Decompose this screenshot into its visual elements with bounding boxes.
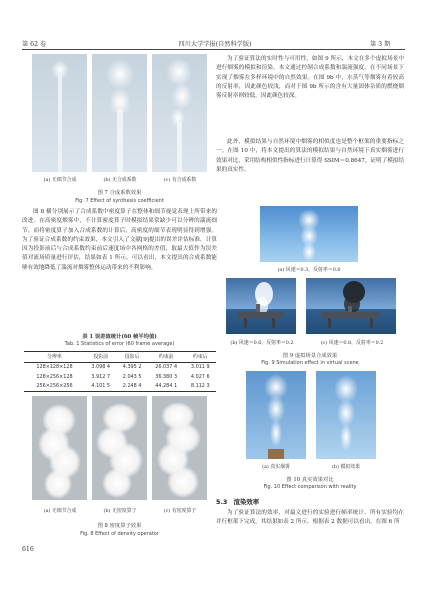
fig8-sub-a: (a) 无细节合成 bbox=[43, 508, 77, 514]
fig9-sub-a: (a) 风速＝0.3，反射率＝0.6 bbox=[277, 267, 341, 273]
table-row bbox=[24, 372, 216, 382]
fig10-caption-zh: 图 10 真实效果对比 bbox=[286, 477, 334, 483]
fig7-image-b bbox=[92, 54, 147, 172]
table-cell: 256×256×256 bbox=[36, 383, 73, 390]
table-cell: 36.380 3 bbox=[155, 373, 178, 380]
fig9-image-a bbox=[260, 206, 358, 262]
issue-label: 第 3 期 bbox=[370, 41, 391, 48]
fig9-caption-en: Fig. 9 Simulation effect in virtual scene bbox=[261, 360, 359, 366]
table-row bbox=[24, 362, 216, 372]
right-body-paragraph-3: 为了验证算法的效率，对最文进行的实验进行帧率统计。所有实验均在并行框架下完成，其结果如表 2 所示。根据表 2 数据可以看出，在图 6 所 bbox=[216, 510, 404, 526]
fig8-caption-zh: 图 8 密度算子效果 bbox=[97, 523, 142, 529]
volume-label: 第 62 卷 bbox=[22, 41, 47, 48]
table-header-cell: 投影后 bbox=[124, 354, 140, 361]
fig8-sub-c: (c) 有密度算子 bbox=[163, 508, 197, 514]
table-cell: 4.027 6 bbox=[190, 373, 210, 380]
table-cell: 3.098 4 bbox=[91, 364, 111, 371]
table-cell: 128×128×128 bbox=[36, 364, 73, 371]
fig9-sub-c: (c) 风速＝0.8，反射率＝0.2 bbox=[320, 340, 384, 346]
table-header-cell: 分辨率 bbox=[47, 354, 62, 361]
smoke-plume-thin-icon bbox=[32, 54, 87, 172]
smoke-cloud-icon bbox=[152, 396, 207, 500]
table1-title-en: Tab. 1 Statistics of error (60 frame average) bbox=[64, 341, 175, 347]
table-header-cell: 约束后 bbox=[192, 354, 208, 361]
fig10-sub-a: (a) 真实烟雾 bbox=[262, 464, 290, 470]
table-cell: 26.037 4 bbox=[155, 364, 178, 371]
journal-title: 四川大学学报(自然科学版) bbox=[178, 41, 252, 48]
fig7-image-c bbox=[152, 54, 207, 172]
section-heading bbox=[216, 497, 259, 506]
page-number: 616 bbox=[22, 546, 34, 553]
table-cell: 3.912 7 bbox=[91, 373, 111, 380]
header-rule bbox=[22, 49, 405, 50]
table-cell: 44.284 1 bbox=[155, 383, 178, 390]
fig10-caption-en: Fig. 10 Effect comparison with reality bbox=[263, 484, 357, 490]
error-table bbox=[24, 351, 216, 392]
table-cell: 2.043 5 bbox=[122, 373, 142, 380]
fig7-caption-en: Fig. 7 Effect of synthesis coefficient bbox=[75, 198, 164, 204]
fig9-image-b bbox=[226, 278, 296, 334]
table-cell: 2.248 4 bbox=[122, 383, 142, 390]
table-header-cell: 投影前 bbox=[93, 354, 109, 361]
fig7-caption-zh: 图 7 合成系数效果 bbox=[97, 190, 142, 196]
table-cell: 4.395 2 bbox=[122, 364, 142, 371]
smoke-plume-wide-icon bbox=[92, 54, 147, 172]
fig7-image-a bbox=[32, 54, 87, 172]
fig7-sub-a: (a) 无细节合成 bbox=[43, 177, 77, 183]
section-title: 渲染效率 bbox=[233, 498, 260, 506]
fig10-image-b bbox=[316, 371, 376, 459]
section-number: 5.3 bbox=[216, 498, 228, 506]
table-header-cell: 约束前 bbox=[158, 354, 174, 361]
fig10-sub-b: (b) 模拟效果 bbox=[331, 464, 361, 470]
fig7-sub-b: (b) 无合成系数 bbox=[103, 177, 137, 183]
smoke-cloud-icon bbox=[92, 396, 147, 500]
fig9-sub-b: (b) 风速＝0.6，反射率＝0.2 bbox=[230, 340, 294, 346]
fig8-image-b bbox=[92, 396, 147, 500]
right-body-paragraph-2: 此外，模拟结果与自然环境中烟雾的相似度也是整个框架的重要指标之一。在图 10 中，将本文提出的算法的模拟结果与自然环境下真实烟雾进行效果对比，采用结构相似性指标进行计算得 SSIM＝0.8647，证明了模拟结果的真实性。 bbox=[216, 139, 404, 173]
fig9-image-c bbox=[306, 278, 396, 334]
fig8-image-a bbox=[32, 396, 87, 500]
table-header-row bbox=[24, 352, 216, 363]
smoke-column-icon bbox=[260, 206, 358, 262]
fig8-sub-b: (b) 无密度算子 bbox=[103, 508, 137, 514]
table-row bbox=[24, 382, 216, 392]
smoke-plume-detailed-icon bbox=[152, 54, 207, 172]
simulated-smoke-icon bbox=[316, 371, 376, 459]
oil-platform-smoke-icon bbox=[226, 278, 296, 334]
fig10-image-a bbox=[246, 371, 306, 459]
right-body-paragraph-1: 为了验证算法的实时性与可用性，如图 9 所示，本文在多个虚拟场景中进行烟雾的模拟和渲染。本文通过控制合成系数和湍流强度，在不同场景下实现了烟雾在多样环境中的自然效果。在图 9b 中，水蒸气等烟雾有着较高的反射率，因此颜色较浅，而对于图 9b 所示的含有大量固体杂质的燃烧烟雾反射率则较低，因此颜色较深。 bbox=[216, 56, 404, 100]
left-body-paragraph: 图 8 横分别展示了合成系数中密度算子在整体和细节视觉表现上所带来的改进。在高密度烟雾中，不计算密度算子时模拟结果常缺少可以分辨的湍流细节。而将密度算子加入合成系数的计算后，高密度的细节表现明显得到增强。为了验证合成系数的约束效果，本文引入了文献[9]提出的误差评估标准，计算因为投影前后与合成系数约束前后速度场中各网格的差值，取最大值作为误差值对流场质量进行评估，结果如表 1 所示。可以看出，本文提出的合成系数能够有效地降低了湍流对烟雾整体运动带来的不利影响。 bbox=[22, 209, 217, 271]
table1-title-zh: 表 1 误差值统计(60 帧平均值) bbox=[82, 334, 157, 340]
table-cell: 8.112 3 bbox=[190, 383, 210, 390]
table-cell: 4.101 5 bbox=[91, 383, 111, 390]
fig9-caption-zh: 图 9 虚拟场景合成效果 bbox=[282, 353, 338, 359]
smoke-cloud-icon bbox=[32, 396, 87, 500]
table-cell: 128×256×128 bbox=[36, 373, 73, 380]
table-cell: 3.011 9 bbox=[190, 364, 210, 371]
fig8-image-c bbox=[152, 396, 207, 500]
oil-platform-dark-smoke-icon bbox=[306, 278, 396, 334]
fig7-sub-c: (c) 有合成系数 bbox=[163, 177, 197, 183]
fig8-caption-en: Fig. 8 Effect of density operator bbox=[80, 531, 159, 537]
real-smoke-icon bbox=[246, 371, 306, 459]
